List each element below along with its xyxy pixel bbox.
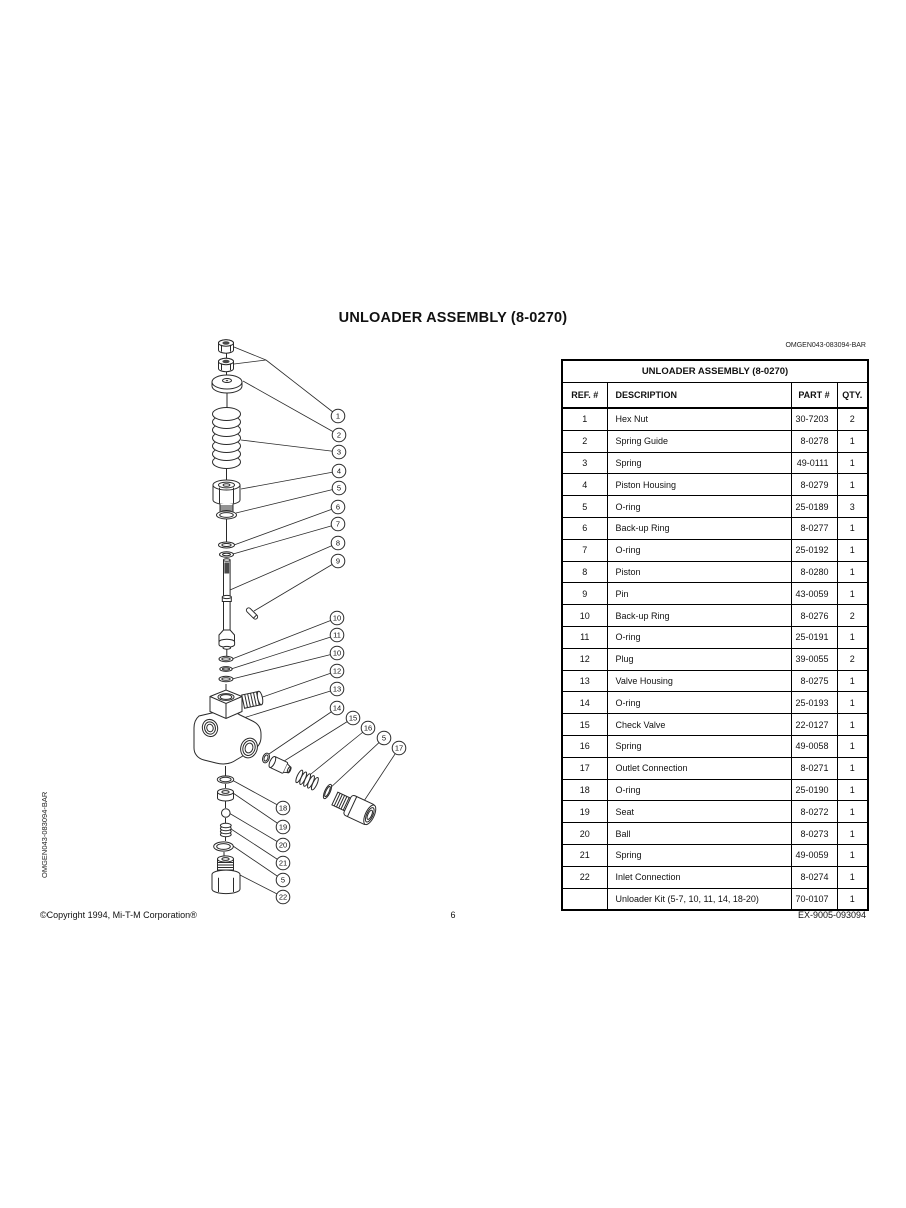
callout-22 bbox=[276, 890, 290, 904]
table-title-row bbox=[562, 360, 868, 383]
description-cell: Seat bbox=[607, 801, 791, 823]
callout-7 bbox=[331, 517, 345, 531]
part-cell: 22-0127 bbox=[791, 714, 837, 736]
table-row bbox=[562, 430, 868, 452]
part-backup-ring-10a bbox=[219, 656, 233, 661]
table-row bbox=[562, 735, 868, 757]
qty-cell: 1 bbox=[837, 888, 868, 910]
doc-code-side: OMGEN043-083094-BAR bbox=[40, 791, 49, 878]
ref-cell: 20 bbox=[562, 823, 607, 845]
part-cell: 8-0275 bbox=[791, 670, 837, 692]
svg-text:16: 16 bbox=[363, 723, 373, 733]
description-cell: Spring bbox=[607, 452, 791, 474]
part-cell: 8-0279 bbox=[791, 474, 837, 496]
callout-12 bbox=[330, 664, 344, 678]
svg-text:11: 11 bbox=[333, 630, 341, 640]
leader-line-5 bbox=[328, 738, 384, 790]
part-cell: 30-7203 bbox=[791, 408, 837, 430]
part-cell: 39-0055 bbox=[791, 648, 837, 670]
table-row bbox=[562, 626, 868, 648]
ref-cell: 2 bbox=[562, 430, 607, 452]
parts-table-body bbox=[562, 408, 868, 910]
svg-text:19: 19 bbox=[278, 822, 288, 832]
leader-line-9 bbox=[254, 561, 338, 611]
part-spring-21 bbox=[220, 823, 231, 836]
qty-cell: 1 bbox=[837, 430, 868, 452]
callout-10 bbox=[330, 611, 344, 625]
ref-cell: 19 bbox=[562, 801, 607, 823]
footer-doc-number: EX-9005-093094 bbox=[797, 910, 866, 920]
table-row bbox=[562, 692, 868, 714]
parts-table bbox=[561, 359, 869, 911]
part-ball bbox=[222, 809, 231, 818]
part-outlet-connection bbox=[330, 789, 378, 827]
table-row bbox=[562, 844, 868, 866]
description-cell: Inlet Connection bbox=[607, 866, 791, 888]
leader-line-2 bbox=[243, 381, 339, 435]
svg-text:3: 3 bbox=[336, 447, 342, 457]
part-cell: 8-0272 bbox=[791, 801, 837, 823]
leader-line-11 bbox=[231, 635, 337, 669]
qty-cell: 1 bbox=[837, 561, 868, 583]
svg-text:10: 10 bbox=[332, 613, 342, 623]
part-backup-ring-10b bbox=[219, 676, 233, 681]
table-row bbox=[562, 670, 868, 692]
svg-text:7: 7 bbox=[335, 519, 341, 529]
qty-cell: 2 bbox=[837, 648, 868, 670]
callout-10 bbox=[330, 646, 344, 660]
ref-cell: 16 bbox=[562, 735, 607, 757]
svg-text:5: 5 bbox=[381, 733, 387, 743]
svg-text:9: 9 bbox=[335, 556, 341, 566]
part-cell: 49-0058 bbox=[791, 735, 837, 757]
callout-9 bbox=[331, 554, 345, 568]
svg-text:12: 12 bbox=[332, 666, 342, 676]
description-cell: Spring Guide bbox=[607, 430, 791, 452]
part-cell: 25-0190 bbox=[791, 779, 837, 801]
callout-8 bbox=[331, 536, 345, 550]
ref-cell: 6 bbox=[562, 517, 607, 539]
col-header-qty: QTY. bbox=[837, 383, 868, 409]
table-row bbox=[562, 648, 868, 670]
callout-5 bbox=[332, 481, 346, 495]
svg-text:8: 8 bbox=[335, 538, 341, 548]
page-title: UNLOADER ASSEMBLY (8-0270) bbox=[338, 310, 568, 326]
description-cell: Ball bbox=[607, 823, 791, 845]
callout-4 bbox=[332, 464, 346, 478]
ref-cell: 18 bbox=[562, 779, 607, 801]
qty-cell: 1 bbox=[837, 452, 868, 474]
description-cell: Pin bbox=[607, 583, 791, 605]
leader-line-10 bbox=[232, 618, 337, 659]
part-cell: 8-0280 bbox=[791, 561, 837, 583]
svg-text:15: 15 bbox=[348, 713, 358, 723]
svg-text:6: 6 bbox=[335, 502, 341, 512]
description-cell: O-ring bbox=[607, 539, 791, 561]
callout-21 bbox=[276, 856, 290, 870]
description-cell: O-ring bbox=[607, 496, 791, 518]
leader-line-1 bbox=[234, 360, 266, 364]
footer-page-number: 6 bbox=[450, 910, 456, 920]
table-row bbox=[562, 823, 868, 845]
leader-line-5 bbox=[236, 488, 339, 513]
table-row bbox=[562, 605, 868, 627]
qty-cell: 1 bbox=[837, 866, 868, 888]
col-header-part: PART # bbox=[791, 383, 837, 409]
ref-cell: 22 bbox=[562, 866, 607, 888]
part-cell: 25-0192 bbox=[791, 539, 837, 561]
ref-cell: 8 bbox=[562, 561, 607, 583]
callout-18 bbox=[276, 801, 290, 815]
part-spring-guide bbox=[212, 375, 242, 393]
col-header-description: DESCRIPTION bbox=[607, 383, 791, 409]
svg-text:14: 14 bbox=[332, 703, 342, 713]
table-row bbox=[562, 888, 868, 910]
ref-cell: 1 bbox=[562, 408, 607, 430]
ref-cell: 9 bbox=[562, 583, 607, 605]
ref-cell: 11 bbox=[562, 626, 607, 648]
svg-text:2: 2 bbox=[336, 430, 342, 440]
callout-6 bbox=[331, 500, 345, 514]
part-cell: 49-0111 bbox=[791, 452, 837, 474]
description-cell: Spring bbox=[607, 844, 791, 866]
footer-copyright: ©Copyright 1994, Mi-T-M Corporation® bbox=[40, 910, 197, 920]
part-o-ring-7 bbox=[220, 552, 234, 557]
callout-13 bbox=[330, 682, 344, 696]
qty-cell: 1 bbox=[837, 735, 868, 757]
part-cell: 25-0191 bbox=[791, 626, 837, 648]
part-cell: 8-0271 bbox=[791, 757, 837, 779]
callout-20 bbox=[276, 838, 290, 852]
svg-text:5: 5 bbox=[336, 483, 342, 493]
ref-cell: 14 bbox=[562, 692, 607, 714]
table-header-row bbox=[562, 383, 868, 409]
leader-line-19 bbox=[233, 793, 283, 827]
description-cell: Piston Housing bbox=[607, 474, 791, 496]
part-piston-housing bbox=[213, 480, 240, 514]
part-seat bbox=[218, 789, 234, 801]
col-header-ref: REF. # bbox=[562, 383, 607, 409]
description-cell: Plug bbox=[607, 648, 791, 670]
qty-cell: 1 bbox=[837, 474, 868, 496]
part-check-valve bbox=[268, 756, 293, 776]
leader-line-14 bbox=[266, 708, 337, 756]
description-cell: Back-up Ring bbox=[607, 605, 791, 627]
svg-text:1: 1 bbox=[335, 411, 341, 421]
description-cell: Valve Housing bbox=[607, 670, 791, 692]
description-cell: Spring bbox=[607, 735, 791, 757]
svg-text:10: 10 bbox=[332, 648, 342, 658]
description-cell: Check Valve bbox=[607, 714, 791, 736]
qty-cell: 1 bbox=[837, 670, 868, 692]
description-cell: Outlet Connection bbox=[607, 757, 791, 779]
part-cell: 8-0276 bbox=[791, 605, 837, 627]
part-cell: 25-0189 bbox=[791, 496, 837, 518]
leader-line-1 bbox=[266, 360, 338, 416]
svg-text:21: 21 bbox=[278, 858, 288, 868]
part-cell: 8-0277 bbox=[791, 517, 837, 539]
part-o-ring-11 bbox=[220, 667, 232, 672]
leader-line-16 bbox=[306, 728, 368, 778]
ref-cell: 10 bbox=[562, 605, 607, 627]
description-cell: Hex Nut bbox=[607, 408, 791, 430]
description-cell: Unloader Kit (5-7, 10, 11, 14, 18-20) bbox=[607, 888, 791, 910]
part-o-ring-5a bbox=[217, 511, 237, 519]
description-cell: O-ring bbox=[607, 692, 791, 714]
svg-text:4: 4 bbox=[336, 466, 342, 476]
ref-cell: 13 bbox=[562, 670, 607, 692]
callout-bubbles bbox=[276, 409, 406, 904]
qty-cell: 1 bbox=[837, 692, 868, 714]
part-backup-ring-6 bbox=[219, 542, 235, 548]
leader-line-18 bbox=[232, 780, 283, 808]
svg-text:18: 18 bbox=[278, 803, 288, 813]
leader-line-6 bbox=[234, 507, 341, 545]
leader-line-15 bbox=[281, 718, 353, 763]
callout-14 bbox=[330, 701, 344, 715]
callout-5 bbox=[377, 731, 391, 745]
leader-line-3 bbox=[241, 440, 339, 452]
part-o-ring-5c bbox=[322, 783, 333, 799]
exploded-view-diagram bbox=[30, 330, 430, 915]
table-row bbox=[562, 583, 868, 605]
svg-text:5: 5 bbox=[280, 875, 286, 885]
part-spring-16 bbox=[295, 769, 320, 790]
qty-cell: 1 bbox=[837, 757, 868, 779]
table-row bbox=[562, 517, 868, 539]
ref-cell: 17 bbox=[562, 757, 607, 779]
leader-line-1 bbox=[234, 347, 266, 360]
table-row bbox=[562, 539, 868, 561]
callout-1 bbox=[331, 409, 345, 423]
ref-cell: 21 bbox=[562, 844, 607, 866]
part-o-ring-18 bbox=[217, 776, 233, 783]
table-row bbox=[562, 779, 868, 801]
svg-text:17: 17 bbox=[394, 743, 404, 753]
part-spring bbox=[213, 408, 241, 469]
description-cell: Piston bbox=[607, 561, 791, 583]
doc-code-top: OMGEN043-083094-BAR bbox=[785, 342, 866, 349]
leader-line-20 bbox=[229, 813, 283, 845]
table-title: UNLOADER ASSEMBLY (8-0270) bbox=[562, 360, 868, 383]
part-inlet-connection bbox=[212, 856, 240, 894]
callout-16 bbox=[361, 721, 375, 735]
part-hex-nut-1 bbox=[219, 340, 234, 353]
part-cell: 49-0059 bbox=[791, 844, 837, 866]
part-cell: 8-0274 bbox=[791, 866, 837, 888]
part-o-ring-5d bbox=[214, 842, 234, 851]
qty-cell: 1 bbox=[837, 714, 868, 736]
table-row bbox=[562, 452, 868, 474]
svg-text:20: 20 bbox=[278, 840, 288, 850]
ref-cell: 5 bbox=[562, 496, 607, 518]
table-row bbox=[562, 561, 868, 583]
qty-cell: 1 bbox=[837, 823, 868, 845]
qty-cell: 1 bbox=[837, 583, 868, 605]
table-row bbox=[562, 757, 868, 779]
table-row bbox=[562, 714, 868, 736]
callout-17 bbox=[392, 741, 406, 755]
ref-cell: 12 bbox=[562, 648, 607, 670]
table-row bbox=[562, 801, 868, 823]
callout-3 bbox=[332, 445, 346, 459]
qty-cell: 1 bbox=[837, 779, 868, 801]
leader-line-12 bbox=[254, 671, 337, 700]
callout-11 bbox=[330, 628, 344, 642]
leader-line-4 bbox=[241, 471, 339, 489]
svg-text:22: 22 bbox=[278, 892, 288, 902]
ref-cell: 7 bbox=[562, 539, 607, 561]
qty-cell: 1 bbox=[837, 626, 868, 648]
table-row bbox=[562, 474, 868, 496]
part-piston bbox=[219, 559, 235, 649]
callout-19 bbox=[276, 820, 290, 834]
table-row bbox=[562, 496, 868, 518]
svg-text:13: 13 bbox=[332, 684, 342, 694]
description-cell: Back-up Ring bbox=[607, 517, 791, 539]
callout-5 bbox=[276, 873, 290, 887]
part-cell: 8-0273 bbox=[791, 823, 837, 845]
callout-15 bbox=[346, 711, 360, 725]
callout-2 bbox=[332, 428, 346, 442]
part-cell: 25-0193 bbox=[791, 692, 837, 714]
qty-cell: 3 bbox=[837, 496, 868, 518]
leader-line-17 bbox=[362, 748, 399, 804]
qty-cell: 1 bbox=[837, 801, 868, 823]
description-cell: O-ring bbox=[607, 626, 791, 648]
table-row bbox=[562, 408, 868, 430]
ref-cell: 4 bbox=[562, 474, 607, 496]
part-cell: 70-0107 bbox=[791, 888, 837, 910]
ref-cell bbox=[562, 888, 607, 910]
part-hex-nut-2 bbox=[219, 358, 234, 371]
table-row bbox=[562, 866, 868, 888]
ref-cell: 15 bbox=[562, 714, 607, 736]
part-pin bbox=[245, 607, 258, 620]
qty-cell: 1 bbox=[837, 517, 868, 539]
ref-cell: 3 bbox=[562, 452, 607, 474]
leader-line-21 bbox=[231, 829, 283, 863]
description-cell: O-ring bbox=[607, 779, 791, 801]
qty-cell: 1 bbox=[837, 844, 868, 866]
part-cell: 43-0059 bbox=[791, 583, 837, 605]
qty-cell: 2 bbox=[837, 605, 868, 627]
part-plug bbox=[242, 691, 264, 709]
part-cell: 8-0278 bbox=[791, 430, 837, 452]
qty-cell: 1 bbox=[837, 539, 868, 561]
leader-line-10 bbox=[232, 653, 337, 679]
qty-cell: 2 bbox=[837, 408, 868, 430]
